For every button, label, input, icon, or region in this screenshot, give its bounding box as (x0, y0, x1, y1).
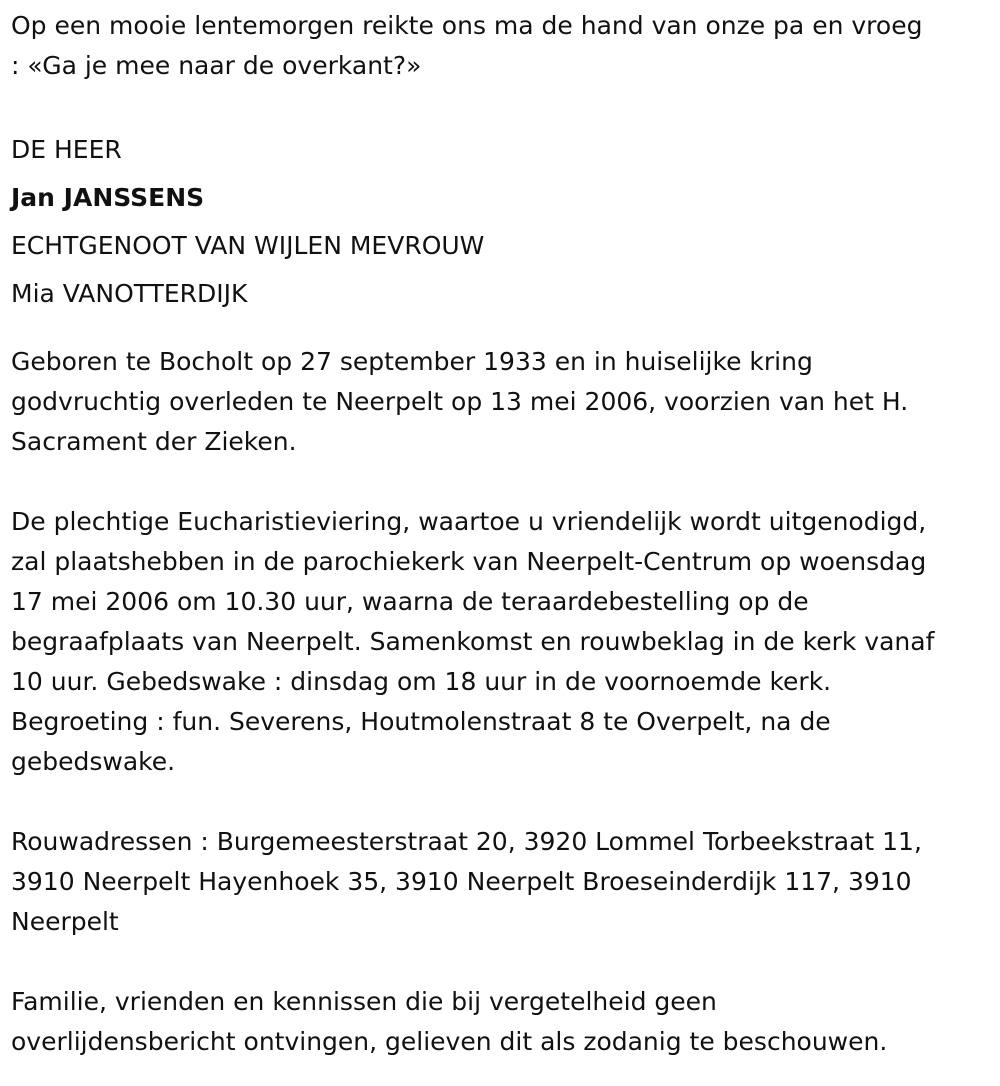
birth-death-line-1: Geboren te Bocholt op 27 september 1933 en in huiselijke kring (11, 347, 813, 376)
ceremony-line-3: 17 mei 2006 om 10.30 uur, waarna de teraardebestelling op de (11, 587, 809, 616)
birth-death-line-3: Sacrament der Zieken. (11, 427, 297, 456)
closing-line-1: Familie, vrienden en kennissen die bij vergetelheid geen (11, 987, 717, 1016)
birth-death-paragraph (11, 342, 991, 462)
addresses-paragraph (11, 822, 991, 942)
honorific: DE HEER (11, 135, 122, 164)
spacer (11, 942, 991, 982)
addresses-line-3: Neerpelt (11, 907, 119, 936)
death-notice (11, 6, 991, 1062)
spouse-name: Mia VANOTTERDIJK (11, 279, 248, 308)
ceremony-line-4: begraafplaats van Neerpelt. Samenkomst en rouwbeklag in de kerk vanaf (11, 627, 935, 656)
deceased-heading (11, 126, 991, 318)
ceremony-line-6: Begroeting : fun. Severens, Houtmolenstraat 8 te Overpelt, na de (11, 707, 831, 736)
birth-death-line-2: godvruchtig overleden te Neerpelt op 13 mei 2006, voorzien van het H. (11, 387, 909, 416)
ceremony-line-1: De plechtige Eucharistieviering, waartoe u vriendelijk wordt uitgenodigd, (11, 507, 927, 536)
spacer (11, 782, 991, 822)
intro-line-2: : «Ga je mee naar de overkant?» (11, 51, 422, 80)
ceremony-paragraph (11, 502, 991, 782)
spacer (11, 86, 991, 126)
ceremony-line-7: gebedswake. (11, 747, 176, 776)
addresses-line-1: Rouwadressen : Burgemeesterstraat 20, 3920 Lommel Torbeekstraat 11, (11, 827, 922, 856)
spacer (11, 318, 991, 342)
intro-paragraph (11, 6, 991, 86)
closing-line-2: overlijdensbericht ontvingen, gelieven dit als zodanig te beschouwen. (11, 1027, 888, 1056)
intro-line-1: Op een mooie lentemorgen reikte ons ma de hand van onze pa en vroeg (11, 11, 923, 40)
closing-paragraph (11, 982, 991, 1062)
ceremony-line-2: zal plaatshebben in de parochiekerk van Neerpelt-Centrum op woensdag (11, 547, 927, 576)
addresses-line-2: 3910 Neerpelt Hayenhoek 35, 3910 Neerpelt Broeseinderdijk 117, 3910 (11, 867, 912, 896)
relation-text: ECHTGENOOT VAN WIJLEN MEVROUW (11, 231, 485, 260)
deceased-name: Jan JANSSENS (11, 183, 205, 212)
spacer (11, 462, 991, 502)
ceremony-line-5: 10 uur. Gebedswake : dinsdag om 18 uur in de voornoemde kerk. (11, 667, 832, 696)
